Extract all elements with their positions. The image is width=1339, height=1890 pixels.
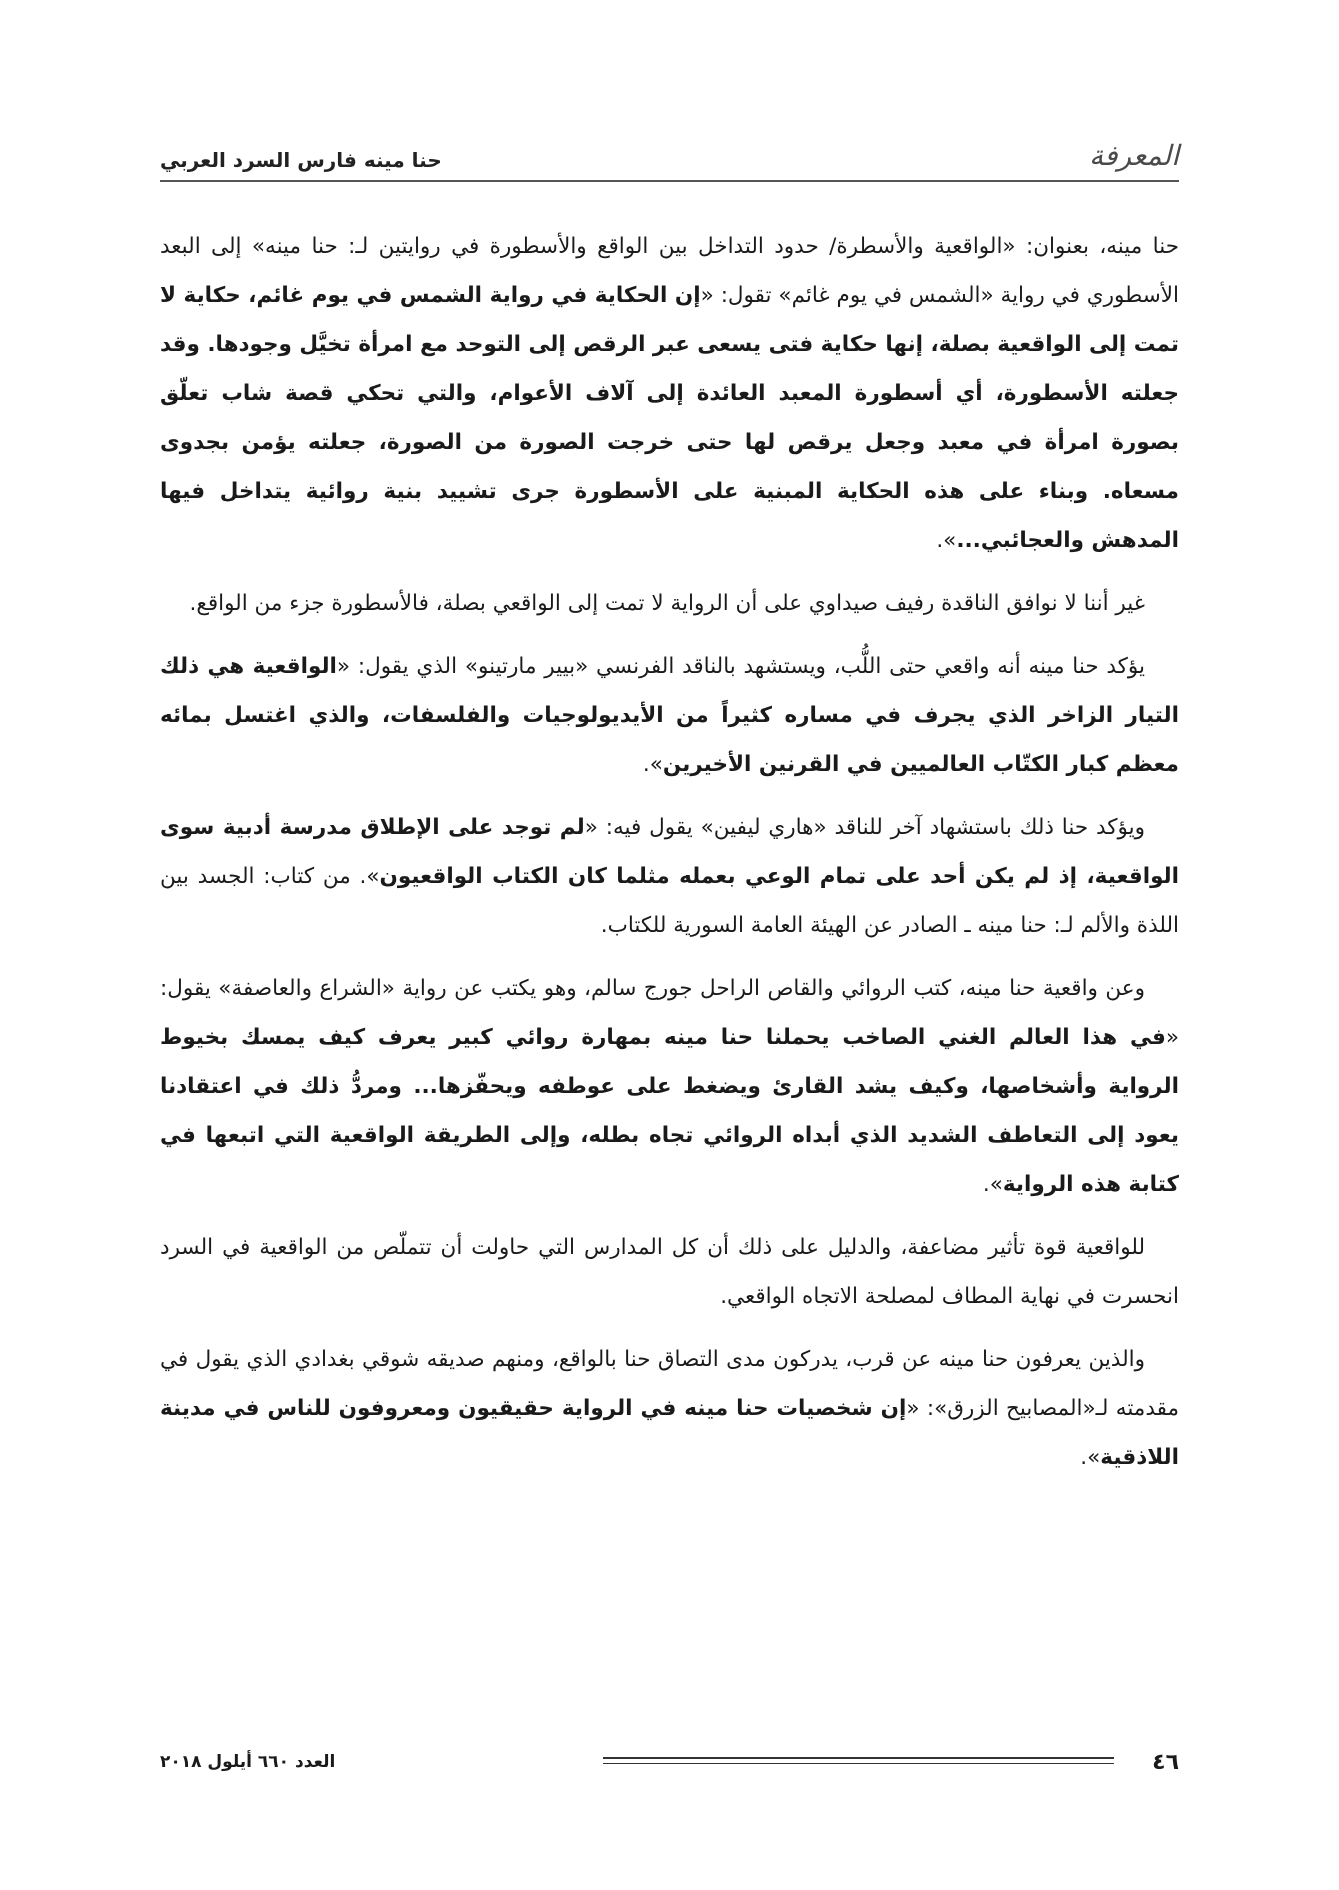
- paragraph-4: ويؤكد حنا ذلك باستشهاد آخر للناقد «هاري ليفين» يقول فيه: «لم توجد على الإطلاق مدرسة أدبية سوى الواقعية، إذ لم يكن أحد على تمام الوعي بعمله مثلما كان الكتاب الواقعيون». من كتاب: الجسد بين اللذة والألم لـ: حنا مينه ـ الصادر عن الهيئة العامة السورية للكتاب.: [160, 815, 1179, 938]
- paragraph-1: حنا مينه، بعنوان: «الواقعية والأسطرة/ حدود التداخل بين الواقع والأسطورة في روايتين لـ: حنا مينه» إلى البعد الأسطوري في رواية «الشمس في يوم غائم» تقول: «إن الحكاية في رواية الشمس في يوم غائم، حكاية لا تمت إلى الواقعية بصلة، إنها حكاية فتى يسعى عبر الرقص إلى التوحد مع امرأة تخيَّل وجودها. وقد جعلته الأسطورة، أي أسطورة المعبد العائدة إلى آلاف الأعوام، والتي تحكي قصة شاب تعلّق بصورة امرأة في معبد وجعل يرقص لها حتى خرجت الصورة من الصورة، جعلته يؤمن بجدوى مسعاه. وبناء على هذه الحكاية المبنية على الأسطورة جرى تشييد بنية روائية يتداخل فيها المدهش والعجائبي...».: [159, 234, 1179, 553]
- header-divider: [160, 180, 1179, 182]
- footer-divider: [363, 1757, 1124, 1767]
- paragraph-6: للواقعية قوة تأثير مضاعفة، والدليل على ذلك أن كل المدارس التي حاولت أن تتملّص من الواقعية في السرد انحسرت في نهاية المطاف لمصلحة الاتجاه الواقعي.: [160, 1235, 1179, 1309]
- paragraph-3: يؤكد حنا مينه أنه واقعي حتى اللُّب، ويستشهد بالناقد الفرنسي «بيير مارتينو» الذي يقول: «الواقعية هي ذلك التيار الزاخر الذي يجرف في مساره كثيراً من الأيديولوجيات والفلسفات، والذي اغتسل بمائه معظم كبار الكتّاب العالميين في القرنين الأخيرين».: [160, 654, 1179, 777]
- paragraph-2: غير أننا لا نوافق الناقدة رفيف صيداوي على أن الرواية لا تمت إلى الواقعي بصلة، فالأسطورة جزء من الواقع.: [189, 591, 1145, 616]
- page-footer: [160, 1742, 1179, 1782]
- article-body: [160, 222, 1179, 1496]
- issue-info: العدد ٦٦٠ أيلول ٢٠١٨: [160, 1752, 336, 1772]
- page-header: [160, 128, 1179, 172]
- paragraph-5: وعن واقعية حنا مينه، كتب الروائي والقاص الراحل جورج سالم، وهو يكتب عن رواية «الشراع والعاصفة» يقول: «في هذا العالم الغني الصاخب يحملنا حنا مينه بمهارة روائي كبير يعرف كيف يمسك بخيوط الرواية وأشخاصها، وكيف يشد القارئ ويضغط على عوطفه ويحفّزها... ومردُّ ذلك في اعتقادنا يعود إلى التعاطف الشديد الذي أبداه الروائي تجاه بطله، وإلى الطريقة الواقعية التي اتبعها في كتابة هذه الرواية».: [160, 976, 1179, 1197]
- running-title: حنا مينه فارس السرد العربي: [160, 148, 442, 172]
- paragraph-7: والذين يعرفون حنا مينه عن قرب، يدركون مدى التصاق حنا بالواقع، ومنهم صديقه شوقي بغدادي الذي يقول في مقدمته لـ«المصابيح الزرق»: «إن شخصيات حنا مينه في الرواية حقيقيون ومعروفون للناس في مدينة اللاذقية».: [160, 1347, 1179, 1470]
- magazine-logo: المعرفة: [1089, 139, 1179, 172]
- page-number: ٤٦: [1152, 1749, 1179, 1775]
